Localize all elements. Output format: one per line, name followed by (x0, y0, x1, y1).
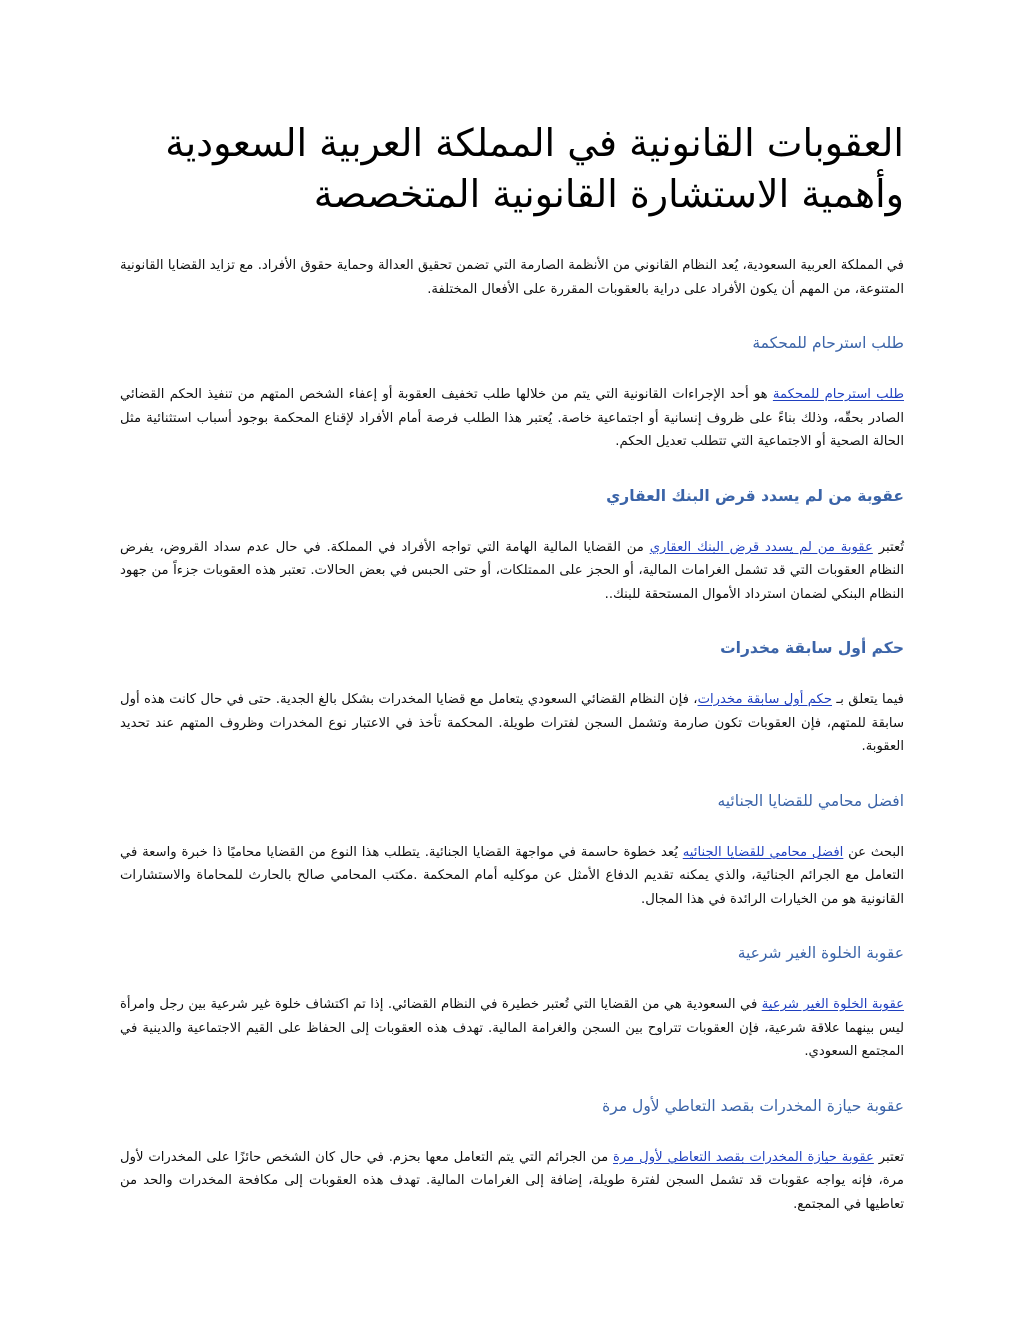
section-heading: عقوبة الخلوة الغير شرعية (737, 944, 904, 962)
section-paragraph (120, 536, 904, 607)
paragraph-body-text: من الجرائم التي يتم التعامل معها بحزم. في حال كان الشخص حائزًا على المخدرات لأول مرة، فإنه يواجه عقوبات قد تشمل السجن لفترة طويلة، إضافة إلى الغرامات المالية. تهدف هذه العقوبات إلى مكافحة المخدرات والحد من تعاطيها في المجتمع. (120, 1149, 904, 1212)
inline-link[interactable]: افضل محامي للقضايا الجنائيه (682, 844, 844, 860)
paragraph-body-text: ، فإن النظام القضائي السعودي يتعامل مع قضايا المخدرات بشكل بالغ الجدية. حتى في حال كانت هذه أول سابقة للمتهم، فإن العقوبات تكون صارمة وتشمل السجن لفترات طويلة. المحكمة تأخذ في الاعتبار نوع المخدرات وظروف المتهم عند تحديد العقوبة. (120, 692, 904, 754)
section-5 (120, 941, 904, 1064)
section-paragraph (120, 1146, 904, 1217)
section-6 (120, 1094, 904, 1217)
paragraph-body-text: في السعودية هي من القضايا التي تُعتبر خطيرة في النظام القضائي. إذا تم اكتشاف خلوة غير شرعية بين رجل وامرأة ليس بينهما علاقة شرعية، فإن العقوبات تتراوح بين السجن والغرامة المالية. تهدف هذه العقوبات إلى الحفاظ على القيم الاجتماعية والدينية في المجتمع السعودي. (120, 997, 904, 1059)
inline-link[interactable]: عقوبة الخلوة الغير شرعية (761, 997, 904, 1012)
paragraph-lead-text: تعتبر (873, 1149, 904, 1165)
section-paragraph (120, 383, 904, 454)
section-paragraph (120, 841, 904, 912)
paragraph-lead-text: فيما يتعلق بـ (831, 692, 904, 707)
section-heading: حكم أول سابقة مخدرات (720, 639, 904, 657)
paragraph-lead-text: تُعتبر (872, 539, 904, 555)
section-paragraph (120, 688, 904, 759)
inline-link[interactable]: طلب استرحام للمحكمة (772, 387, 904, 402)
inline-link[interactable]: عقوبة حيازة المخدرات بقصد التعاطي لأول مرة (613, 1149, 874, 1165)
paragraph-body-text: يُعد خطوة حاسمة في مواجهة القضايا الجنائية. يتطلب هذا النوع من القضايا محاميًا ذا خبرة واسعة في التعامل مع الجرائم الجنائية، والذي يمكنه تقديم الدفاع الأمثل عن موكليه أمام المحكمة .مكتب المحامي صالح بالحارث للمحاماة والاستشارات القانونية هو من الخيارات الرائدة في هذا المجال. (120, 844, 904, 907)
document-page (120, 118, 904, 1246)
section-heading: افضل محامي للقضايا الجنائيه (717, 791, 904, 810)
section-heading: طلب استرحام للمحكمة (752, 334, 904, 352)
section-heading: عقوبة من لم يسدد قرض البنك العقاري (606, 486, 904, 505)
section-3 (120, 636, 904, 759)
section-1 (120, 331, 904, 454)
inline-link[interactable]: حكم أول سابقة مخدرات (697, 692, 832, 707)
section-heading: عقوبة حيازة المخدرات بقصد التعاطي لأول مرة (602, 1096, 904, 1115)
section-paragraph (120, 993, 904, 1064)
document-title: العقوبات القانونية في المملكة العربية السعودية وأهمية الاستشارة القانونية المتخصصة (165, 121, 904, 216)
intro-paragraph: في المملكة العربية السعودية، يُعد النظام القانوني من الأنظمة الصارمة التي تضمن تحقيق العدالة وحماية حقوق الأفراد. مع تزايد القضايا القانونية المتنوعة، من المهم أن يكون الأفراد على دراية بالعقوبات المقررة على الأفعال المختلفة. (120, 258, 904, 297)
section-4 (120, 789, 904, 912)
paragraph-lead-text: البحث عن (843, 844, 904, 860)
paragraph-body-text: هو أحد الإجراءات القانونية التي يتم من خلالها طلب تخفيف العقوبة أو إعفاء الشخص المتهم من تنفيذ الحكم القضائي الصادر بحقّه، وذلك بناءً على ظروف إنسانية أو اجتماعية خاصة. يُعتبر هذا الطلب فرصة أمام الأفراد لإقناع المحكمة بوجود أسباب استثنائية مثل الحالة الصحية أو الاجتماعية التي تتطلب تعديل الحكم. (120, 387, 904, 449)
inline-link[interactable]: عقوبة من لم يسدد قرض البنك العقاري (649, 539, 873, 555)
section-2 (120, 484, 904, 607)
paragraph-body-text: من القضايا المالية الهامة التي تواجه الأفراد في المملكة. في حال عدم سداد القروض، يفرض النظام العقوبات التي قد تشمل الغرامات المالية، أو الحجز على الممتلكات، أو حتى الحبس في بعض الحالات. تعتبر هذه العقوبات جزءاً من جهود النظام البنكي لضمان استرداد الأموال المستحقة للبنك.. (120, 539, 904, 602)
